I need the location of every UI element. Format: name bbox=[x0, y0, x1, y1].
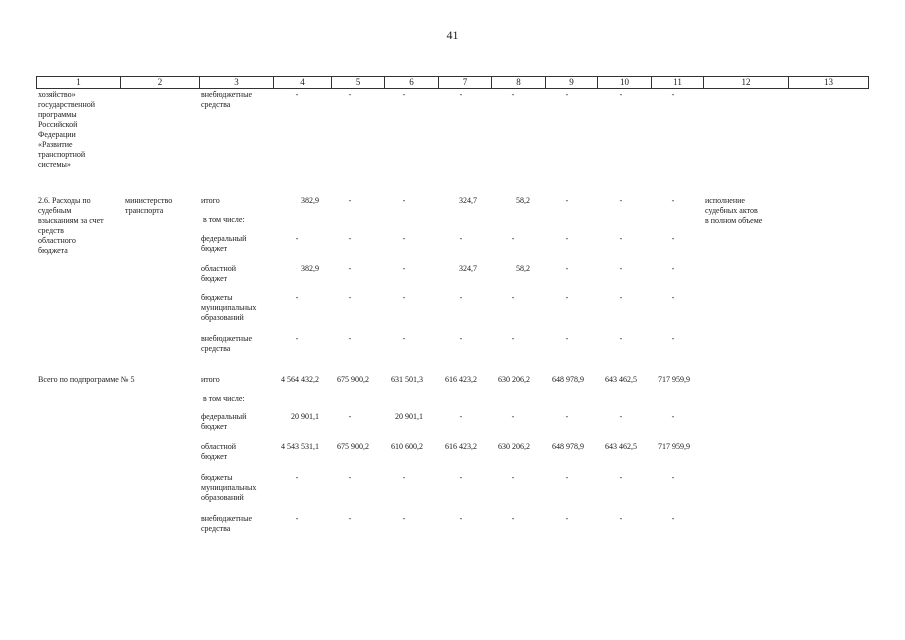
cell-value: - bbox=[459, 293, 463, 302]
cell-value: - bbox=[619, 90, 623, 99]
funding-source-line: внебюджетные bbox=[201, 334, 252, 343]
cell-value: - bbox=[671, 90, 675, 99]
cell-value: - bbox=[671, 196, 675, 205]
activity-name-line: Российской bbox=[38, 120, 78, 129]
cell-value: - bbox=[619, 473, 623, 482]
cell-value: - bbox=[511, 334, 515, 343]
cell-value: - bbox=[565, 412, 569, 421]
column-number-9: 9 bbox=[546, 77, 598, 89]
cell-value: - bbox=[619, 293, 623, 302]
activity-name-line: бюджета bbox=[38, 246, 68, 255]
cell-value: - bbox=[348, 196, 352, 205]
cell-value: - bbox=[295, 90, 299, 99]
cell-value: - bbox=[671, 514, 675, 523]
cell-value: - bbox=[402, 90, 406, 99]
cell-value: - bbox=[671, 234, 675, 243]
column-number-4: 4 bbox=[274, 77, 332, 89]
funding-source-line: средства bbox=[201, 524, 231, 533]
funding-source-line: средства bbox=[201, 100, 231, 109]
cell-value: - bbox=[671, 264, 675, 273]
activity-name-line: транспортной bbox=[38, 150, 86, 159]
column-number-8: 8 bbox=[492, 77, 546, 89]
activity-name-line: системы» bbox=[38, 160, 71, 169]
cell-value: 4 564 432,2 bbox=[281, 375, 319, 384]
funding-source-line: областной bbox=[201, 442, 237, 451]
cell-value: 717 959,9 bbox=[658, 442, 690, 451]
cell-value: - bbox=[402, 473, 406, 482]
cell-value: - bbox=[348, 90, 352, 99]
cell-value: 610 600,2 bbox=[391, 442, 423, 451]
funding-source-line: бюджеты bbox=[201, 473, 233, 482]
funding-source-line: итого bbox=[201, 196, 220, 205]
funding-source-line: муниципальных bbox=[201, 303, 257, 312]
cell-value: - bbox=[565, 196, 569, 205]
funding-source-line: бюджеты bbox=[201, 293, 233, 302]
funding-source-line: средства bbox=[201, 344, 231, 353]
funding-source-line: образований bbox=[201, 493, 244, 502]
activity-name-line: средств bbox=[38, 226, 64, 235]
cell-value: - bbox=[402, 514, 406, 523]
cell-value: 675 900,2 bbox=[337, 375, 369, 384]
cell-value: - bbox=[511, 514, 515, 523]
cell-value: - bbox=[511, 412, 515, 421]
cell-value: - bbox=[619, 234, 623, 243]
column-number-1: 1 bbox=[37, 77, 121, 89]
funding-source-line: внебюджетные bbox=[201, 90, 252, 99]
column-number-2: 2 bbox=[121, 77, 200, 89]
cell-value: 648 978,9 bbox=[552, 442, 584, 451]
cell-value: 675 900,2 bbox=[337, 442, 369, 451]
cell-value: 382,9 bbox=[301, 264, 319, 273]
cell-value: 631 501,3 bbox=[391, 375, 423, 384]
subprogram-total-label: Всего по подпрограмме № 5 bbox=[38, 375, 135, 384]
executor-line: транспорта bbox=[125, 206, 164, 215]
cell-value: - bbox=[565, 334, 569, 343]
column-number-11: 11 bbox=[652, 77, 704, 89]
funding-source-line: образований bbox=[201, 313, 244, 322]
cell-value: - bbox=[671, 293, 675, 302]
funding-source-line: муниципальных bbox=[201, 483, 257, 492]
cell-value: - bbox=[459, 412, 463, 421]
cell-value: - bbox=[402, 293, 406, 302]
cell-value: - bbox=[348, 234, 352, 243]
including-label: в том числе: bbox=[203, 215, 245, 224]
activity-name-line: областного bbox=[38, 236, 76, 245]
cell-value: - bbox=[402, 196, 406, 205]
cell-value: - bbox=[671, 412, 675, 421]
cell-value: - bbox=[295, 293, 299, 302]
cell-value: - bbox=[565, 293, 569, 302]
funding-source-line: федеральный bbox=[201, 412, 247, 421]
funding-source-line: бюджет bbox=[201, 422, 228, 431]
cell-value: 648 978,9 bbox=[552, 375, 584, 384]
cell-value: - bbox=[459, 90, 463, 99]
page-number: 41 bbox=[446, 28, 459, 42]
funding-source-line: федеральный bbox=[201, 234, 247, 243]
activity-name-line: государственной bbox=[38, 100, 96, 109]
funding-source-line: бюджет bbox=[201, 274, 228, 283]
cell-value: - bbox=[459, 473, 463, 482]
activity-name-line: взысканиям за счет bbox=[38, 216, 104, 225]
column-number-6: 6 bbox=[385, 77, 439, 89]
cell-value: 20 901,1 bbox=[291, 412, 319, 421]
funding-source-line: бюджет bbox=[201, 244, 228, 253]
funding-source-line: итого bbox=[201, 375, 220, 384]
cell-value: - bbox=[295, 514, 299, 523]
executor-line: министерство bbox=[125, 196, 173, 205]
funding-source-line: бюджет bbox=[201, 452, 228, 461]
cell-value: - bbox=[565, 473, 569, 482]
cell-value: - bbox=[402, 264, 406, 273]
cell-value: 4 543 531,1 bbox=[281, 442, 319, 451]
cell-value: - bbox=[459, 334, 463, 343]
activity-name-line: хозяйство» bbox=[38, 90, 76, 99]
cell-value: 58,2 bbox=[516, 196, 530, 205]
cell-value: - bbox=[511, 234, 515, 243]
cell-value: - bbox=[348, 293, 352, 302]
cell-value: - bbox=[565, 90, 569, 99]
cell-value: - bbox=[619, 412, 623, 421]
column-number-13: 13 bbox=[789, 77, 869, 89]
cell-value: 630 206,2 bbox=[498, 442, 530, 451]
column-number-12: 12 bbox=[704, 77, 789, 89]
cell-value: - bbox=[348, 412, 352, 421]
activity-name-line: программы bbox=[38, 110, 77, 119]
cell-value: - bbox=[348, 264, 352, 273]
cell-value: - bbox=[511, 90, 515, 99]
cell-value: - bbox=[459, 514, 463, 523]
cell-value: - bbox=[348, 473, 352, 482]
including-label: в том числе: bbox=[203, 394, 245, 403]
cell-value: - bbox=[511, 473, 515, 482]
cell-value: - bbox=[671, 473, 675, 482]
cell-value: - bbox=[619, 264, 623, 273]
cell-value: - bbox=[565, 514, 569, 523]
cell-value: - bbox=[295, 334, 299, 343]
column-number-3: 3 bbox=[200, 77, 274, 89]
cell-value: 616 423,2 bbox=[445, 442, 477, 451]
cell-value: - bbox=[402, 334, 406, 343]
cell-value: - bbox=[565, 264, 569, 273]
cell-value: - bbox=[619, 514, 623, 523]
expected-result-line: исполнение bbox=[705, 196, 745, 205]
cell-value: 58,2 bbox=[516, 264, 530, 273]
cell-value: 643 462,5 bbox=[605, 375, 637, 384]
cell-value: 643 462,5 bbox=[605, 442, 637, 451]
column-number-5: 5 bbox=[332, 77, 385, 89]
cell-value: - bbox=[348, 334, 352, 343]
cell-value: - bbox=[295, 234, 299, 243]
cell-value: - bbox=[619, 334, 623, 343]
column-header-row bbox=[36, 76, 869, 89]
activity-name-line: судебным bbox=[38, 206, 72, 215]
cell-value: - bbox=[565, 234, 569, 243]
cell-value: 630 206,2 bbox=[498, 375, 530, 384]
expected-result-line: в полном объеме bbox=[705, 216, 763, 225]
cell-value: - bbox=[348, 514, 352, 523]
cell-value: 324,7 bbox=[459, 196, 477, 205]
cell-value: 324,7 bbox=[459, 264, 477, 273]
cell-value: - bbox=[295, 473, 299, 482]
activity-name-line: Федерации bbox=[38, 130, 76, 139]
activity-name-line: 2.6. Расходы по bbox=[38, 196, 91, 205]
cell-value: 717 959,9 bbox=[658, 375, 690, 384]
cell-value: 616 423,2 bbox=[445, 375, 477, 384]
funding-source-line: внебюджетные bbox=[201, 514, 252, 523]
expected-result-line: судебных актов bbox=[705, 206, 758, 215]
cell-value: - bbox=[671, 334, 675, 343]
cell-value: - bbox=[459, 234, 463, 243]
cell-value: 382,9 bbox=[301, 196, 319, 205]
column-number-10: 10 bbox=[598, 77, 652, 89]
cell-value: 20 901,1 bbox=[395, 412, 423, 421]
cell-value: - bbox=[619, 196, 623, 205]
cell-value: - bbox=[511, 293, 515, 302]
activity-name-line: «Развитие bbox=[38, 140, 73, 149]
funding-source-line: областной bbox=[201, 264, 237, 273]
cell-value: - bbox=[402, 234, 406, 243]
column-number-7: 7 bbox=[439, 77, 492, 89]
